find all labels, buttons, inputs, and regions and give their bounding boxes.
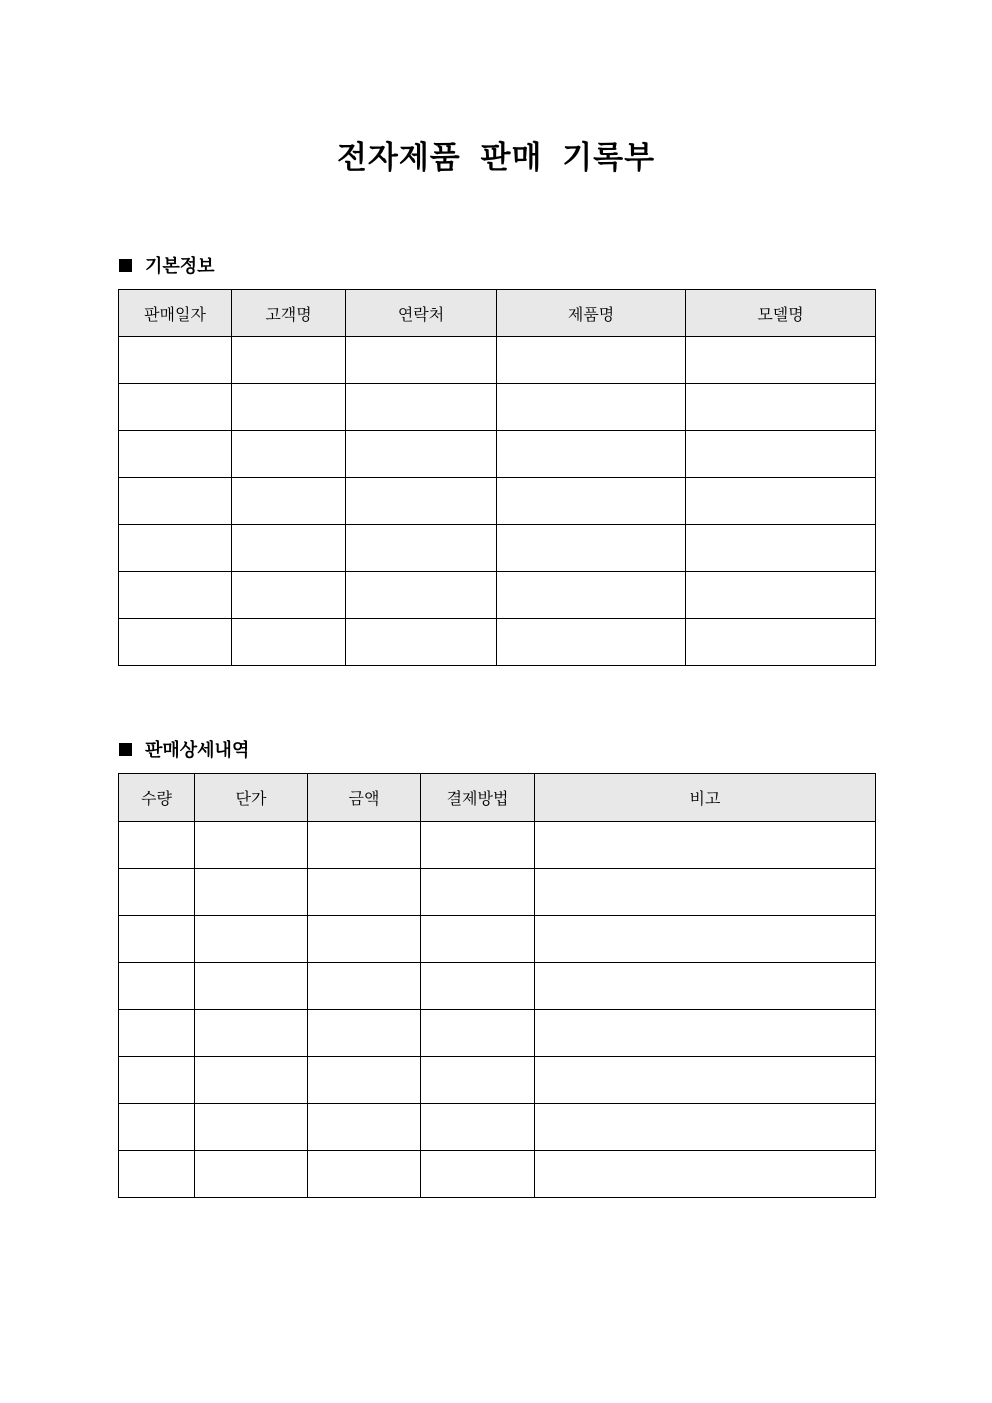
column-header-amount: 금액 bbox=[308, 774, 421, 822]
table-cell[interactable] bbox=[195, 1151, 308, 1198]
table-cell[interactable] bbox=[535, 869, 876, 916]
table-cell[interactable] bbox=[535, 916, 876, 963]
table-cell[interactable] bbox=[686, 525, 876, 572]
table-cell[interactable] bbox=[346, 478, 497, 525]
table-cell[interactable] bbox=[232, 384, 346, 431]
table-cell[interactable] bbox=[686, 478, 876, 525]
table-cell[interactable] bbox=[346, 572, 497, 619]
table-cell[interactable] bbox=[119, 525, 232, 572]
table-cell[interactable] bbox=[119, 1057, 195, 1104]
table-cell[interactable] bbox=[195, 963, 308, 1010]
table-row bbox=[119, 1104, 876, 1151]
table-cell[interactable] bbox=[686, 572, 876, 619]
table-cell[interactable] bbox=[308, 822, 421, 869]
table-cell[interactable] bbox=[535, 1104, 876, 1151]
column-header-remarks: 비고 bbox=[535, 774, 876, 822]
table-cell[interactable] bbox=[119, 963, 195, 1010]
table-cell[interactable] bbox=[421, 1151, 535, 1198]
square-bullet-icon bbox=[119, 259, 132, 272]
table-cell[interactable] bbox=[421, 963, 535, 1010]
table-row bbox=[119, 619, 876, 666]
table-cell[interactable] bbox=[421, 1104, 535, 1151]
table-header-row bbox=[119, 774, 876, 822]
table-cell[interactable] bbox=[119, 869, 195, 916]
table-cell[interactable] bbox=[535, 1057, 876, 1104]
basic-info-table bbox=[118, 289, 876, 666]
sales-detail-body bbox=[119, 822, 876, 1198]
table-row bbox=[119, 337, 876, 384]
table-cell[interactable] bbox=[308, 963, 421, 1010]
table-cell[interactable] bbox=[119, 1104, 195, 1151]
table-cell[interactable] bbox=[308, 1010, 421, 1057]
table-cell[interactable] bbox=[119, 337, 232, 384]
table-row bbox=[119, 1010, 876, 1057]
table-cell[interactable] bbox=[308, 869, 421, 916]
table-cell[interactable] bbox=[421, 869, 535, 916]
table-row bbox=[119, 572, 876, 619]
section-heading-sales-detail bbox=[119, 736, 249, 762]
table-cell[interactable] bbox=[232, 478, 346, 525]
table-cell[interactable] bbox=[497, 431, 686, 478]
table-cell[interactable] bbox=[195, 916, 308, 963]
table-cell[interactable] bbox=[232, 431, 346, 478]
table-cell[interactable] bbox=[308, 1104, 421, 1151]
table-cell[interactable] bbox=[232, 572, 346, 619]
document-title: 전자제품 판매 기록부 bbox=[336, 140, 656, 176]
table-row bbox=[119, 525, 876, 572]
column-header-customer-name: 고객명 bbox=[232, 290, 346, 337]
column-header-model-name: 모델명 bbox=[686, 290, 876, 337]
table-cell[interactable] bbox=[535, 1010, 876, 1057]
section-heading-basic-info bbox=[119, 252, 215, 278]
table-header-row bbox=[119, 290, 876, 337]
table-cell[interactable] bbox=[119, 478, 232, 525]
table-cell[interactable] bbox=[686, 384, 876, 431]
table-row bbox=[119, 1151, 876, 1198]
sales-detail-table bbox=[118, 773, 876, 1198]
square-bullet-icon bbox=[119, 743, 132, 756]
table-cell[interactable] bbox=[119, 822, 195, 869]
table-cell[interactable] bbox=[119, 431, 232, 478]
table-cell[interactable] bbox=[119, 1010, 195, 1057]
table-cell[interactable] bbox=[119, 384, 232, 431]
table-cell[interactable] bbox=[497, 619, 686, 666]
table-cell[interactable] bbox=[195, 822, 308, 869]
table-cell[interactable] bbox=[421, 1057, 535, 1104]
column-header-unit-price: 단가 bbox=[195, 774, 308, 822]
table-cell[interactable] bbox=[346, 525, 497, 572]
table-cell[interactable] bbox=[421, 822, 535, 869]
table-cell[interactable] bbox=[195, 1104, 308, 1151]
table-cell[interactable] bbox=[308, 1057, 421, 1104]
basic-info-body bbox=[119, 337, 876, 666]
table-cell[interactable] bbox=[497, 572, 686, 619]
table-row bbox=[119, 1057, 876, 1104]
table-cell[interactable] bbox=[119, 1151, 195, 1198]
table-cell[interactable] bbox=[535, 822, 876, 869]
column-header-payment-method: 결제방법 bbox=[421, 774, 535, 822]
table-cell[interactable] bbox=[308, 1151, 421, 1198]
table-cell[interactable] bbox=[195, 1057, 308, 1104]
table-cell[interactable] bbox=[421, 1010, 535, 1057]
table-cell[interactable] bbox=[421, 916, 535, 963]
section-heading-label: 기본정보 bbox=[145, 256, 215, 277]
table-cell[interactable] bbox=[232, 619, 346, 666]
section-heading-label: 판매상세내역 bbox=[145, 740, 250, 761]
table-row bbox=[119, 869, 876, 916]
table-cell[interactable] bbox=[686, 337, 876, 384]
column-header-product-name: 제품명 bbox=[497, 290, 686, 337]
table-row bbox=[119, 916, 876, 963]
table-cell[interactable] bbox=[232, 525, 346, 572]
column-header-sale-date: 판매일자 bbox=[119, 290, 232, 337]
table-cell[interactable] bbox=[232, 337, 346, 384]
table-cell[interactable] bbox=[119, 916, 195, 963]
table-cell[interactable] bbox=[195, 869, 308, 916]
table-cell[interactable] bbox=[535, 1151, 876, 1198]
table-cell[interactable] bbox=[119, 572, 232, 619]
table-cell[interactable] bbox=[686, 431, 876, 478]
table-cell[interactable] bbox=[497, 525, 686, 572]
table-cell[interactable] bbox=[119, 619, 232, 666]
table-cell[interactable] bbox=[686, 619, 876, 666]
table-cell[interactable] bbox=[346, 337, 497, 384]
table-cell[interactable] bbox=[535, 963, 876, 1010]
table-cell[interactable] bbox=[497, 337, 686, 384]
table-cell[interactable] bbox=[346, 619, 497, 666]
table-cell[interactable] bbox=[497, 384, 686, 431]
table-cell[interactable] bbox=[497, 478, 686, 525]
table-row bbox=[119, 478, 876, 525]
table-cell[interactable] bbox=[346, 384, 497, 431]
table-row bbox=[119, 963, 876, 1010]
table-cell[interactable] bbox=[308, 916, 421, 963]
table-cell[interactable] bbox=[195, 1010, 308, 1057]
table-row bbox=[119, 431, 876, 478]
table-cell[interactable] bbox=[346, 431, 497, 478]
column-header-contact: 연락처 bbox=[346, 290, 497, 337]
table-row bbox=[119, 822, 876, 869]
table-row bbox=[119, 384, 876, 431]
column-header-quantity: 수량 bbox=[119, 774, 195, 822]
